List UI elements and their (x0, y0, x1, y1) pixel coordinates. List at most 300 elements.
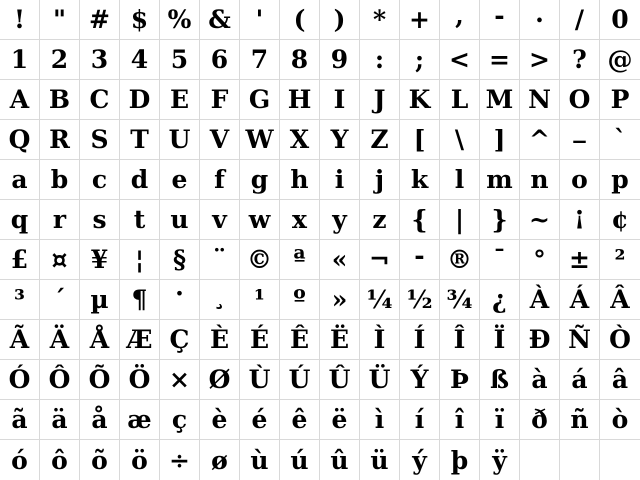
glyph-cell[interactable] (520, 240, 560, 280)
glyph-cell[interactable] (160, 280, 200, 320)
glyph-cell[interactable] (40, 80, 80, 120)
glyph-cell[interactable] (440, 160, 480, 200)
glyph-cell[interactable] (240, 360, 280, 400)
glyph-cell[interactable] (160, 0, 200, 40)
glyph-cell[interactable] (360, 160, 400, 200)
glyph-cell[interactable] (40, 440, 80, 480)
glyph-cell[interactable] (560, 40, 600, 80)
glyph: Õ (88, 365, 111, 394)
glyph-cell[interactable] (560, 200, 600, 240)
glyph-cell[interactable] (0, 320, 40, 360)
glyph-cell[interactable] (80, 0, 120, 40)
glyph-cell[interactable] (520, 360, 560, 400)
glyph-cell[interactable] (200, 200, 240, 240)
glyph: î (454, 405, 465, 434)
glyph-cell[interactable] (80, 240, 120, 280)
glyph-cell[interactable] (360, 40, 400, 80)
glyph-cell[interactable] (320, 320, 360, 360)
glyph-cell[interactable] (560, 280, 600, 320)
glyph: ! (14, 5, 25, 34)
glyph-cell[interactable] (480, 120, 520, 160)
glyph-cell[interactable] (40, 320, 80, 360)
glyph: ù (250, 445, 269, 475)
glyph-cell[interactable] (600, 320, 640, 360)
glyph-cell[interactable] (240, 440, 280, 480)
glyph: ¶ (131, 285, 148, 314)
glyph-cell[interactable] (0, 120, 40, 160)
glyph-cell[interactable] (400, 440, 440, 480)
glyph-cell[interactable] (40, 160, 80, 200)
glyph-cell[interactable] (120, 40, 160, 80)
glyph-cell[interactable] (440, 200, 480, 240)
glyph: ¦ (134, 245, 145, 274)
glyph-cell[interactable] (520, 120, 560, 160)
glyph-cell[interactable] (280, 200, 320, 240)
glyph-cell[interactable] (200, 120, 240, 160)
glyph: s (92, 205, 107, 234)
glyph-cell[interactable] (320, 360, 360, 400)
glyph-cell[interactable] (440, 320, 480, 360)
glyph: Å (89, 325, 110, 354)
glyph-cell[interactable] (280, 160, 320, 200)
glyph-cell[interactable] (440, 0, 480, 40)
glyph-cell[interactable] (400, 160, 440, 200)
glyph: - (494, 1, 505, 30)
glyph: \ (454, 125, 465, 154)
glyph-cell[interactable] (360, 320, 400, 360)
glyph-cell[interactable] (280, 240, 320, 280)
glyph-cell[interactable] (360, 200, 400, 240)
empty-cell (520, 440, 560, 480)
glyph-cell[interactable] (80, 120, 120, 160)
glyph: ð (531, 405, 548, 434)
glyph-cell[interactable] (280, 320, 320, 360)
glyph-cell[interactable] (200, 440, 240, 480)
glyph: ¹ (254, 285, 265, 314)
glyph-cell[interactable] (120, 280, 160, 320)
glyph: 8 (290, 45, 309, 74)
glyph-cell[interactable] (200, 0, 240, 40)
glyph-cell[interactable] (400, 80, 440, 120)
glyph: ¨ (213, 245, 226, 274)
glyph-cell[interactable] (240, 240, 280, 280)
empty-cell (600, 440, 640, 480)
glyph: ô (51, 445, 68, 475)
glyph: ¡ (574, 201, 585, 230)
glyph: Ø (208, 365, 231, 394)
glyph-cell[interactable] (360, 80, 400, 120)
glyph-cell[interactable] (520, 320, 560, 360)
glyph-cell[interactable] (440, 360, 480, 400)
glyph: õ (91, 445, 108, 475)
glyph-cell[interactable] (120, 80, 160, 120)
glyph-cell[interactable] (160, 200, 200, 240)
glyph: ( (293, 5, 306, 34)
glyph: r (52, 205, 67, 234)
glyph-cell[interactable] (400, 40, 440, 80)
glyph-cell[interactable] (480, 80, 520, 120)
glyph: ÿ (492, 445, 507, 475)
glyph-cell[interactable] (400, 280, 440, 320)
glyph-cell[interactable] (40, 0, 80, 40)
glyph-cell[interactable] (320, 440, 360, 480)
glyph: D (128, 85, 151, 114)
glyph-cell[interactable] (160, 160, 200, 200)
glyph-cell[interactable] (120, 160, 160, 200)
glyph-cell[interactable] (40, 280, 80, 320)
glyph: Ç (169, 325, 190, 354)
glyph-cell[interactable] (480, 160, 520, 200)
glyph-cell[interactable] (200, 160, 240, 200)
glyph-cell[interactable] (560, 240, 600, 280)
glyph: ò (611, 405, 629, 434)
glyph-cell[interactable] (520, 80, 560, 120)
glyph-cell[interactable] (520, 160, 560, 200)
glyph: ¿ (492, 285, 507, 314)
glyph: F (210, 85, 229, 114)
glyph-cell[interactable] (360, 440, 400, 480)
glyph: f (214, 165, 225, 194)
glyph-cell[interactable] (480, 40, 520, 80)
glyph-cell[interactable] (40, 40, 80, 80)
glyph: È (209, 325, 230, 354)
glyph: z (372, 205, 387, 234)
glyph-cell[interactable] (520, 400, 560, 440)
glyph-cell[interactable] (280, 360, 320, 400)
glyph-cell[interactable] (320, 400, 360, 440)
glyph: û (330, 445, 349, 475)
glyph-cell[interactable] (320, 200, 360, 240)
glyph: & (208, 5, 231, 34)
glyph-cell[interactable] (400, 400, 440, 440)
glyph-cell[interactable] (240, 120, 280, 160)
glyph-cell[interactable] (120, 440, 160, 480)
glyph-cell[interactable] (160, 120, 200, 160)
glyph-cell[interactable] (440, 440, 480, 480)
glyph-cell[interactable] (280, 40, 320, 80)
glyph: £ (10, 245, 29, 274)
glyph: , (455, 1, 464, 30)
glyph-cell[interactable] (160, 80, 200, 120)
glyph-cell[interactable] (80, 80, 120, 120)
glyph-cell[interactable] (0, 400, 40, 440)
glyph: Ù (248, 365, 271, 394)
glyph-cell[interactable] (480, 400, 520, 440)
glyph-cell[interactable] (600, 200, 640, 240)
glyph-cell[interactable] (440, 40, 480, 80)
glyph: « (331, 245, 348, 274)
glyph: l (454, 165, 465, 194)
glyph-cell[interactable] (40, 360, 80, 400)
glyph-cell[interactable] (360, 360, 400, 400)
glyph: ã (11, 405, 28, 434)
glyph-cell[interactable] (0, 40, 40, 80)
glyph: 7 (250, 45, 269, 74)
glyph: - (414, 241, 425, 270)
glyph-cell[interactable] (440, 80, 480, 120)
glyph-cell[interactable] (520, 40, 560, 80)
glyph-cell[interactable] (400, 320, 440, 360)
glyph-cell[interactable] (0, 160, 40, 200)
glyph-cell[interactable] (0, 440, 40, 480)
glyph: í (414, 405, 425, 434)
glyph-cell[interactable] (480, 320, 520, 360)
glyph-cell[interactable] (320, 40, 360, 80)
glyph: Ä (49, 325, 70, 354)
glyph: ` (613, 125, 627, 154)
glyph-cell[interactable] (440, 240, 480, 280)
glyph-cell[interactable] (0, 240, 40, 280)
glyph: Í (413, 325, 426, 354)
glyph: x (292, 205, 307, 234)
glyph: c (91, 165, 108, 194)
glyph-cell[interactable] (0, 200, 40, 240)
glyph-cell[interactable] (80, 280, 120, 320)
glyph: ç (171, 405, 188, 434)
glyph-cell[interactable] (400, 120, 440, 160)
glyph-cell[interactable] (560, 320, 600, 360)
glyph-cell[interactable] (560, 0, 600, 40)
glyph-cell[interactable] (200, 360, 240, 400)
glyph: æ (127, 405, 152, 434)
glyph-cell[interactable] (600, 80, 640, 120)
glyph-cell[interactable] (80, 200, 120, 240)
glyph-cell[interactable] (120, 120, 160, 160)
glyph-cell[interactable] (400, 360, 440, 400)
glyph: â (611, 365, 629, 394)
glyph-cell[interactable] (440, 120, 480, 160)
glyph-cell[interactable] (480, 280, 520, 320)
glyph: C (89, 85, 110, 114)
glyph: V (209, 125, 230, 154)
glyph: R (49, 125, 70, 154)
glyph-cell[interactable] (320, 240, 360, 280)
glyph: Ò (609, 325, 631, 354)
glyph-cell[interactable] (400, 0, 440, 40)
glyph-cell[interactable] (600, 160, 640, 200)
glyph: A (9, 85, 30, 114)
glyph: { (411, 205, 428, 234)
glyph: § (172, 245, 187, 274)
glyph-cell[interactable] (280, 400, 320, 440)
glyph-cell[interactable] (400, 200, 440, 240)
glyph: + (409, 5, 430, 34)
glyph: é (251, 405, 268, 434)
glyph: ó (11, 445, 28, 475)
glyph: _ (573, 120, 586, 143)
glyph: k (410, 165, 429, 194)
glyph-cell[interactable] (240, 320, 280, 360)
glyph-cell[interactable] (320, 280, 360, 320)
glyph-cell[interactable] (600, 360, 640, 400)
glyph: j (374, 165, 385, 194)
glyph-cell[interactable] (200, 400, 240, 440)
glyph-cell[interactable] (160, 360, 200, 400)
glyph-cell[interactable] (200, 320, 240, 360)
glyph-cell[interactable] (80, 320, 120, 360)
glyph-cell[interactable] (120, 360, 160, 400)
glyph-cell[interactable] (480, 200, 520, 240)
glyph: S (90, 125, 109, 154)
glyph-cell[interactable] (240, 80, 280, 120)
glyph: v (212, 205, 227, 234)
glyph-cell[interactable] (200, 240, 240, 280)
glyph-cell[interactable] (480, 0, 520, 40)
glyph-cell[interactable] (200, 280, 240, 320)
glyph: ß (490, 365, 509, 394)
glyph-cell[interactable] (360, 280, 400, 320)
glyph: ª (293, 245, 306, 274)
glyph: Z (370, 125, 389, 154)
glyph: Ì (373, 325, 386, 354)
glyph: 9 (330, 45, 349, 74)
glyph: Ü (368, 365, 391, 394)
glyph: 4 (130, 45, 149, 74)
glyph-cell[interactable] (560, 400, 600, 440)
glyph-cell[interactable] (560, 160, 600, 200)
glyph-cell[interactable] (520, 200, 560, 240)
glyph-cell[interactable] (160, 400, 200, 440)
glyph-cell[interactable] (80, 400, 120, 440)
glyph-cell[interactable] (0, 280, 40, 320)
glyph: ë (331, 405, 348, 434)
glyph-cell[interactable] (600, 240, 640, 280)
glyph-cell[interactable] (240, 280, 280, 320)
glyph: ) (333, 5, 346, 34)
glyph: Ã (9, 325, 30, 354)
glyph: M (485, 85, 514, 114)
glyph-cell[interactable] (240, 400, 280, 440)
glyph: % (167, 5, 192, 34)
glyph: w (248, 205, 271, 234)
glyph: y (332, 205, 347, 234)
glyph-cell[interactable] (560, 120, 600, 160)
glyph: K (408, 85, 431, 114)
glyph-cell[interactable] (320, 0, 360, 40)
glyph: # (89, 5, 110, 34)
glyph-cell[interactable] (560, 360, 600, 400)
glyph: Æ (126, 325, 153, 354)
glyph-cell[interactable] (480, 240, 520, 280)
glyph: / (574, 5, 585, 34)
glyph: è (211, 405, 228, 434)
glyph: X (289, 125, 310, 154)
glyph-cell[interactable] (600, 280, 640, 320)
glyph-cell[interactable] (600, 40, 640, 80)
glyph-cell[interactable] (120, 200, 160, 240)
glyph-cell[interactable] (280, 0, 320, 40)
glyph-cell[interactable] (320, 160, 360, 200)
glyph-cell[interactable] (160, 40, 200, 80)
glyph-cell[interactable] (120, 320, 160, 360)
glyph-cell[interactable] (80, 40, 120, 80)
glyph: Î (453, 325, 466, 354)
glyph-cell[interactable] (40, 200, 80, 240)
glyph-cell[interactable] (600, 400, 640, 440)
glyph-cell[interactable] (600, 0, 640, 40)
glyph: » (331, 285, 348, 314)
glyph: o (571, 165, 588, 194)
glyph-cell[interactable] (80, 360, 120, 400)
glyph-cell[interactable] (600, 120, 640, 160)
glyph-cell[interactable] (440, 400, 480, 440)
glyph: ä (51, 405, 68, 434)
glyph-cell[interactable] (240, 40, 280, 80)
glyph-cell[interactable] (160, 440, 200, 480)
glyph: ý (412, 445, 427, 475)
glyph-cell[interactable] (120, 240, 160, 280)
glyph: ® (447, 245, 472, 274)
glyph: Ö (128, 365, 151, 394)
glyph-cell[interactable] (0, 0, 40, 40)
glyph-cell[interactable] (80, 160, 120, 200)
glyph-cell[interactable] (480, 360, 520, 400)
glyph-cell[interactable] (280, 280, 320, 320)
glyph: × (169, 365, 190, 394)
glyph: ³ (14, 285, 25, 314)
glyph-cell[interactable] (360, 120, 400, 160)
glyph-cell[interactable] (120, 0, 160, 40)
empty-cell (560, 440, 600, 480)
glyph-cell[interactable] (320, 80, 360, 120)
glyph-cell[interactable] (400, 240, 440, 280)
glyph: ' (255, 5, 264, 34)
glyph-cell[interactable] (440, 280, 480, 320)
glyph-cell[interactable] (80, 440, 120, 480)
glyph-cell[interactable] (520, 0, 560, 40)
glyph-cell[interactable] (520, 280, 560, 320)
glyph-cell[interactable] (280, 440, 320, 480)
glyph: Ð (528, 325, 551, 354)
glyph-cell[interactable] (160, 320, 200, 360)
glyph-cell[interactable] (40, 120, 80, 160)
glyph: å (91, 405, 108, 434)
glyph-cell[interactable] (200, 40, 240, 80)
glyph-cell[interactable] (40, 400, 80, 440)
glyph-cell[interactable] (240, 0, 280, 40)
glyph: J (373, 85, 386, 114)
glyph-cell[interactable] (120, 400, 160, 440)
glyph: Q (8, 125, 31, 154)
glyph-cell[interactable] (360, 240, 400, 280)
glyph-cell[interactable] (240, 160, 280, 200)
glyph: ú (290, 445, 309, 475)
glyph-cell[interactable] (240, 200, 280, 240)
glyph-cell[interactable] (360, 0, 400, 40)
glyph-cell[interactable] (360, 400, 400, 440)
glyph: : (374, 45, 385, 74)
glyph-cell[interactable] (0, 360, 40, 400)
glyph: þ (450, 445, 469, 475)
glyph: E (169, 85, 190, 114)
glyph-cell[interactable] (40, 240, 80, 280)
glyph: Û (328, 365, 351, 394)
glyph-cell[interactable] (200, 80, 240, 120)
glyph: > (529, 45, 550, 74)
glyph-cell[interactable] (320, 120, 360, 160)
glyph: $ (130, 5, 149, 34)
glyph-cell[interactable] (560, 80, 600, 120)
glyph: I (333, 85, 346, 114)
glyph-cell[interactable] (160, 240, 200, 280)
glyph: ö (131, 445, 148, 475)
glyph: n (530, 165, 549, 194)
glyph: ° (533, 245, 546, 274)
glyph-cell[interactable] (480, 440, 520, 480)
glyph-cell[interactable] (280, 80, 320, 120)
glyph-cell[interactable] (280, 120, 320, 160)
glyph-cell[interactable] (0, 80, 40, 120)
